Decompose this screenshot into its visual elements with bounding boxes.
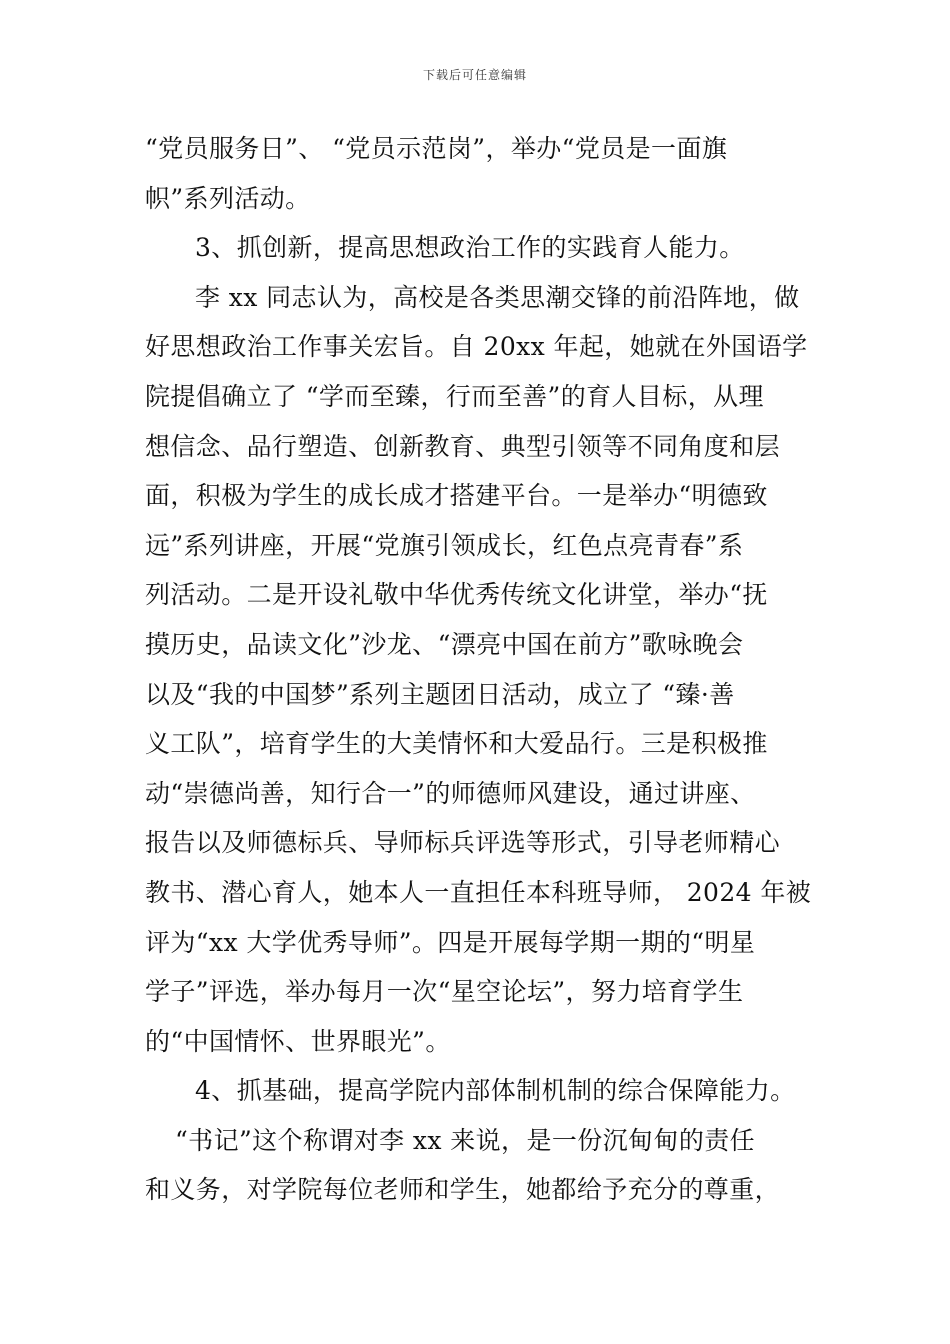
paragraph-line: 摸历史，品读文化”沙龙、“漂亮中国在前方”歌咏晚会 bbox=[145, 629, 744, 659]
paragraph-line: 李 xx 同志认为，高校是各类思潮交锋的前沿阵地，做 bbox=[195, 282, 800, 312]
paragraph-line: 面，积极为学生的成长成才搭建平台。一是举办“明德致 bbox=[145, 481, 768, 511]
paragraph-line: 动“崇德尚善，知行合一”的师德师风建设，通过讲座、 bbox=[145, 778, 756, 808]
paragraph-line: 报告以及师德标兵、导师标兵评选等形式，引导老师精心 bbox=[145, 828, 781, 858]
paragraph-line: 院提倡确立了 “学而至臻，行而至善”的育人目标，从理 bbox=[145, 381, 764, 411]
paragraph-line: “书记”这个称谓对李 xx 来说，是一份沉甸甸的责任 bbox=[175, 1125, 756, 1155]
paragraph-line: 的“中国情怀、世界眼光”。 bbox=[145, 1026, 451, 1056]
paragraph-line: 想信念、品行塑造、创新教育、典型引领等不同角度和层 bbox=[145, 431, 781, 461]
paragraph-line: 以及“我的中国梦”系列主题团日活动，成立了 “臻·善 bbox=[145, 679, 735, 709]
section-heading: 3、抓创新，提高思想政治工作的实践育人能力。 bbox=[195, 233, 745, 263]
paragraph-line: 教书、潜心育人，她本人一直担任本科班导师， 2024 年被 bbox=[145, 877, 812, 907]
page-header: 下载后可任意编辑 bbox=[422, 68, 527, 82]
paragraph-line: 和义务，对学院每位老师和学生，她都给予充分的尊重， bbox=[145, 1175, 781, 1205]
paragraph-line: 列活动。二是开设礼敬中华优秀传统文化讲堂，举办“抚 bbox=[145, 580, 768, 610]
paragraph-line: 好思想政治工作事关宏旨。自 20xx 年起，她就在外国语学 bbox=[145, 332, 808, 362]
paragraph-line: 学子”评选，举办每月一次“星空论坛”，努力培育学生 bbox=[145, 977, 744, 1007]
paragraph-line: 义工队”，培育学生的大美情怀和大爱品行。三是积极推 bbox=[145, 729, 768, 759]
section-heading: 4、抓基础，提高学院内部体制机制的综合保障能力。 bbox=[195, 1076, 796, 1106]
paragraph-line: 远”系列讲座，开展“党旗引领成长，红色点亮青春”系 bbox=[145, 530, 744, 560]
paragraph-line: 帜”系列活动。 bbox=[145, 183, 311, 213]
paragraph-line: “党员服务日”、 “党员示范岗”，举办“党员是一面旗 bbox=[145, 134, 728, 163]
body-text bbox=[145, 124, 812, 1215]
paragraph-line: 评为“xx 大学优秀导师”。四是开展每学期一期的“明星 bbox=[145, 927, 756, 957]
